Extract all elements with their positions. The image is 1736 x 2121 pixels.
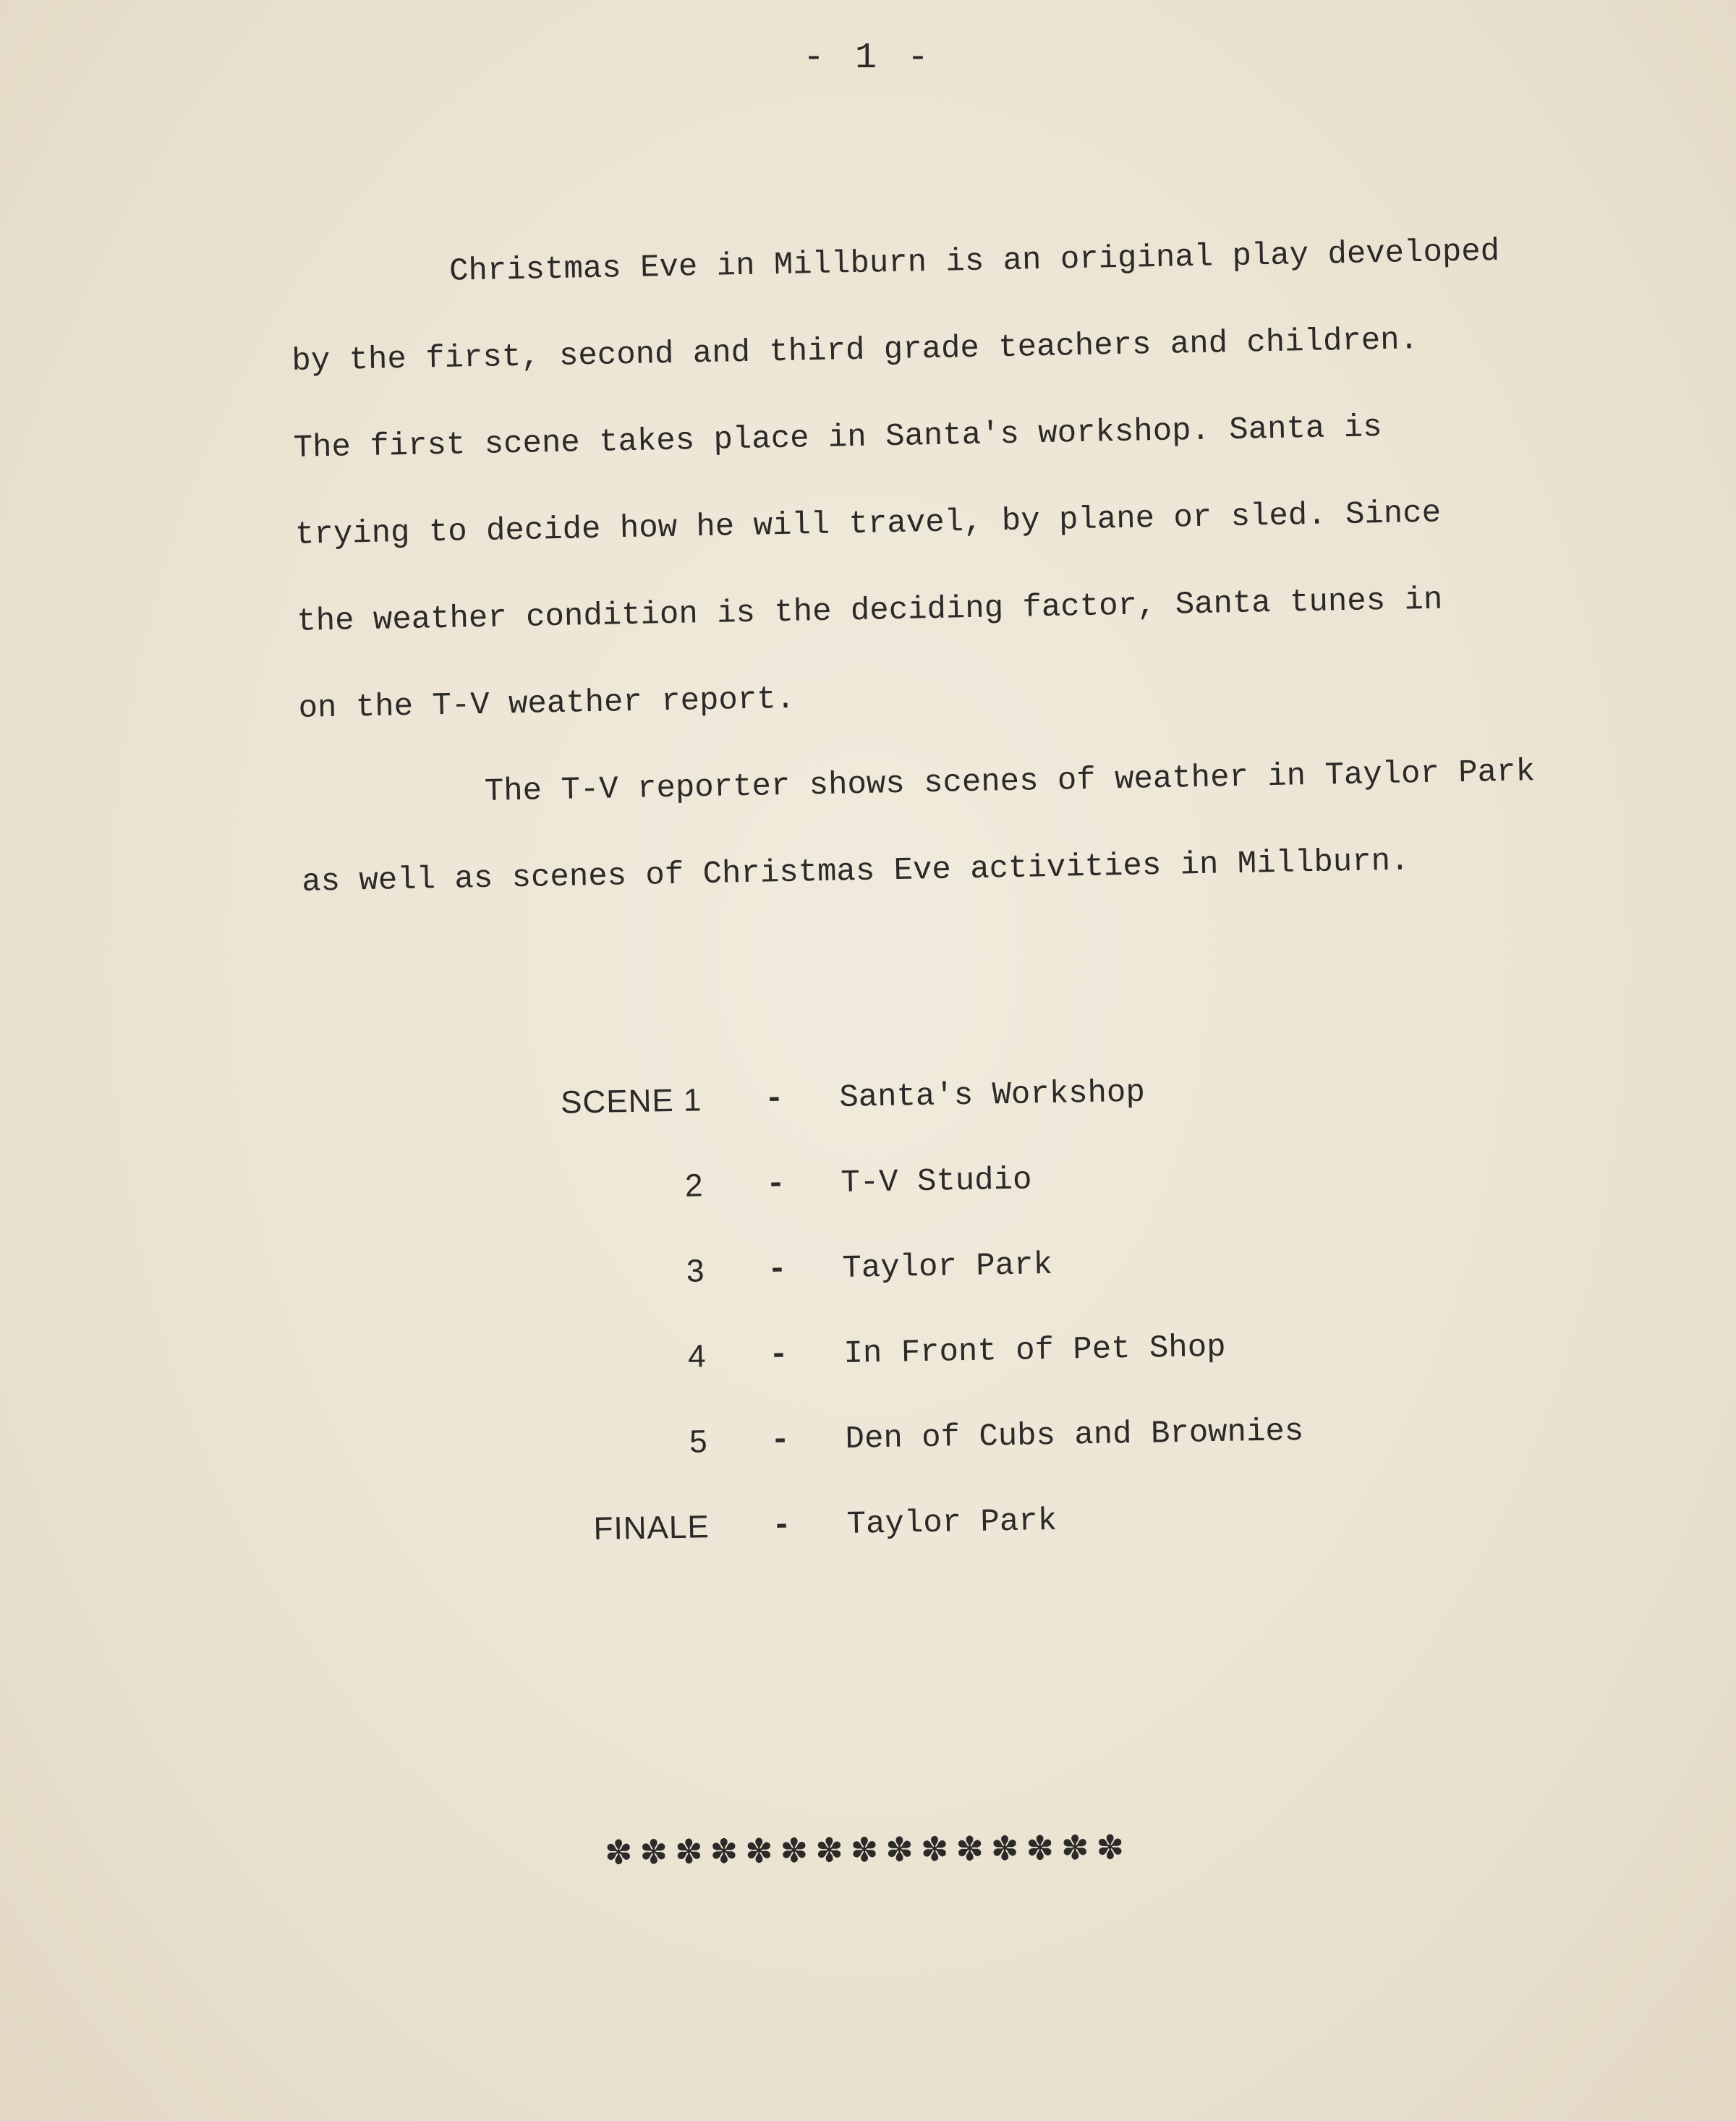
scene-dash: - [770,1422,791,1459]
scene-list [550,1070,1426,1597]
scene-row-5 [556,1411,1425,1512]
scene-dash: - [765,1166,786,1203]
scene-row-4 [554,1326,1424,1427]
scene-label: 3 [686,1253,705,1289]
scene-place: T-V Studio [840,1162,1032,1202]
scene-label: FINALE [593,1509,710,1547]
intro-paragraph-1: Christmas Eve in Millburn is an original play developed by the first, second and third grade teachers and children. The first scene takes place in Santa's workshop. Santa is trying to decide how he will travel, by plane or sled. Since the weather condition is the deciding factor, Santa tunes in on the T-V weather report. [291,233,1500,727]
scene-row-3 [553,1241,1422,1341]
scene-label: SCENE 1 [560,1082,702,1121]
scene-dash: - [772,1508,792,1544]
scene-row-finale [557,1497,1426,1597]
page-number: - 1 - [802,38,934,79]
scene-place: In Front of Pet Shop [843,1329,1227,1372]
intro-paragraph-2: The T-V reporter shows scenes of weather in Taylor Park as well as scenes of Christmas Eve activities in Millburn. [301,754,1536,901]
scene-place: Taylor Park [842,1246,1053,1287]
scene-dash: - [768,1337,789,1374]
intro-text [289,206,1604,925]
scene-label: 5 [689,1424,709,1460]
scene-label: 2 [684,1168,704,1204]
scene-dash: - [764,1081,785,1118]
scene-dash: - [767,1251,788,1288]
scene-place: Taylor Park [846,1502,1058,1543]
ornament-divider: ✽✽✽✽✽✽✽✽✽✽✽✽✽✽✽ [604,1827,1132,1872]
scene-row-1 [550,1070,1419,1170]
scene-row-2 [551,1155,1421,1256]
scene-place: Santa's Workshop [838,1074,1146,1117]
scene-label: 4 [687,1338,707,1374]
scene-place: Den of Cubs and Brownies [845,1413,1304,1458]
